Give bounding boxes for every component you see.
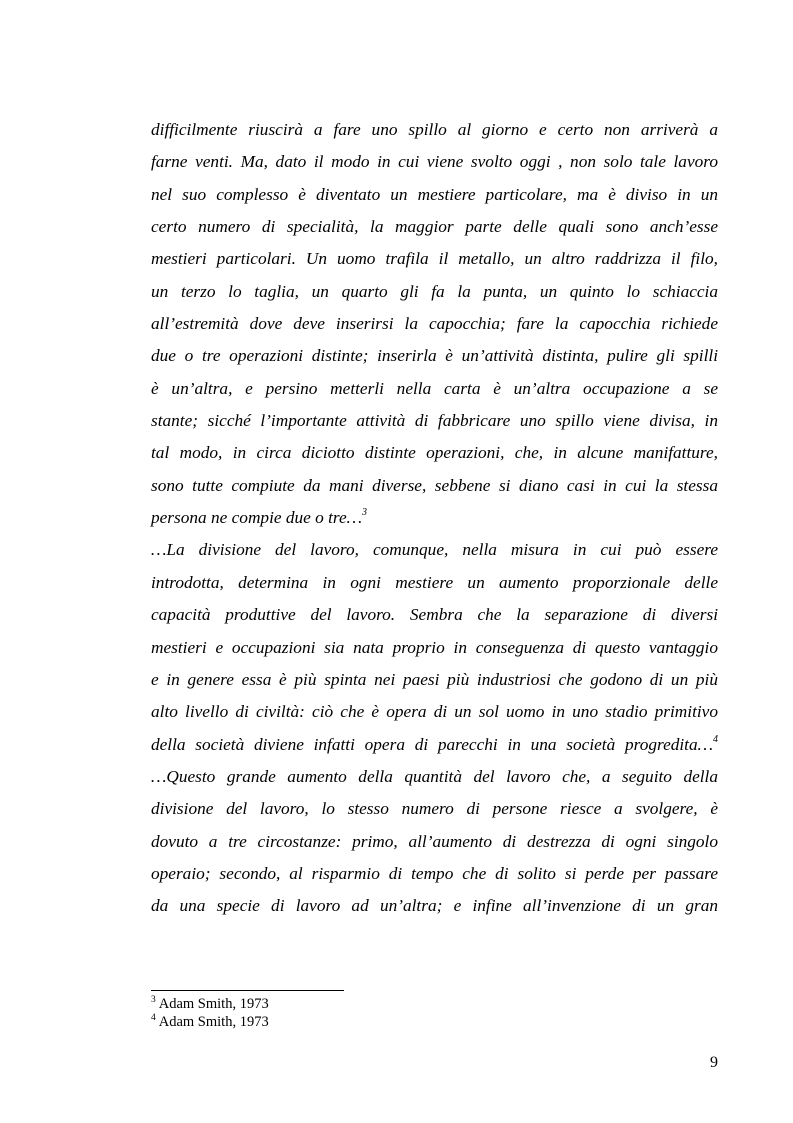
text-line: da una specie di lavoro ad un’altra; e infine all’invenzione di un gran — [151, 896, 718, 916]
footnotes — [151, 995, 551, 1031]
text-line: un terzo lo taglia, un quarto gli fa la punta, un quinto lo schiaccia — [151, 281, 718, 301]
footnote-reference-3[interactable]: 3 — [362, 507, 368, 519]
text-line: …Questo grande aumento della quantità del lavoro che, a seguito della — [151, 766, 718, 786]
text-line: divisione del lavoro, lo stesso numero di persone riesce a svolgere, è — [151, 799, 718, 819]
text-line: farne venti. Ma, dato il modo in cui viene svolto oggi , non solo tale lavoro — [151, 152, 718, 172]
text-line: certo numero di specialità, la maggior parte delle quali sono anch’esse — [151, 217, 718, 237]
text-line: introdotta, determina in ogni mestiere un aumento proporzionale delle — [151, 572, 718, 592]
footnote-text: Adam Smith, 1973 — [158, 1014, 269, 1030]
body-text — [151, 114, 718, 923]
text-line: stante; sicché l’importante attività di fabbricare uno spillo viene divisa, in — [151, 411, 718, 431]
footnote-4 — [151, 1013, 551, 1031]
footnote-3 — [151, 995, 551, 1013]
footnote-number: 3 — [151, 995, 156, 1005]
text-line-with-footnote — [151, 729, 718, 761]
text-line: è un’altra, e persino metterli nella carta è un’altra occupazione a se — [151, 378, 718, 398]
text-line: nel suo complesso è diventato un mestiere particolare, ma è diviso in un — [151, 184, 718, 204]
text-line: e in genere essa è più spinta nei paesi più industriosi che godono di un più — [151, 669, 718, 689]
text-line: dovuto a tre circostanze: primo, all’aumento di destrezza di ogni singolo — [151, 831, 718, 851]
text-line: operaio; secondo, al risparmio di tempo che di solito si perde per passare — [151, 863, 718, 883]
footnote-text: Adam Smith, 1973 — [158, 996, 269, 1012]
text-line-content: della società diviene infatti opera di parecchi in una società progredita… — [151, 734, 713, 754]
text-line: all’estremità dove deve inserirsi la capocchia; fare la capocchia richiede — [151, 314, 718, 334]
footnote-separator — [151, 990, 344, 991]
text-line: alto livello di civiltà: ciò che è opera di un sol uomo in uno stadio primitivo — [151, 702, 718, 722]
text-line-with-footnote — [151, 502, 718, 534]
text-line: …La divisione del lavoro, comunque, nella misura in cui può essere — [151, 540, 718, 560]
page-number: 9 — [710, 1054, 718, 1071]
text-line-content: persona ne compie due o tre… — [151, 508, 363, 528]
footnote-reference-4[interactable]: 4 — [713, 733, 718, 745]
text-line: tal modo, in circa diciotto distinte operazioni, che, in alcune manifatture, — [151, 443, 718, 463]
text-line: difficilmente riuscirà a fare uno spillo al giorno e certo non arriverà a — [151, 120, 718, 139]
text-line: due o tre operazioni distinte; inserirla è un’attività distinta, pulire gli spilli — [151, 346, 718, 366]
text-line: mestieri e occupazioni sia nata proprio in conseguenza di questo vantaggio — [151, 637, 718, 657]
footnote-number: 4 — [151, 1013, 156, 1023]
text-line: capacità produttive del lavoro. Sembra che la separazione di diversi — [151, 605, 718, 625]
text-line: sono tutte compiute da mani diverse, sebbene si diano casi in cui la stessa — [151, 475, 718, 495]
text-line: mestieri particolari. Un uomo trafila il metallo, un altro raddrizza il filo, — [151, 249, 718, 269]
